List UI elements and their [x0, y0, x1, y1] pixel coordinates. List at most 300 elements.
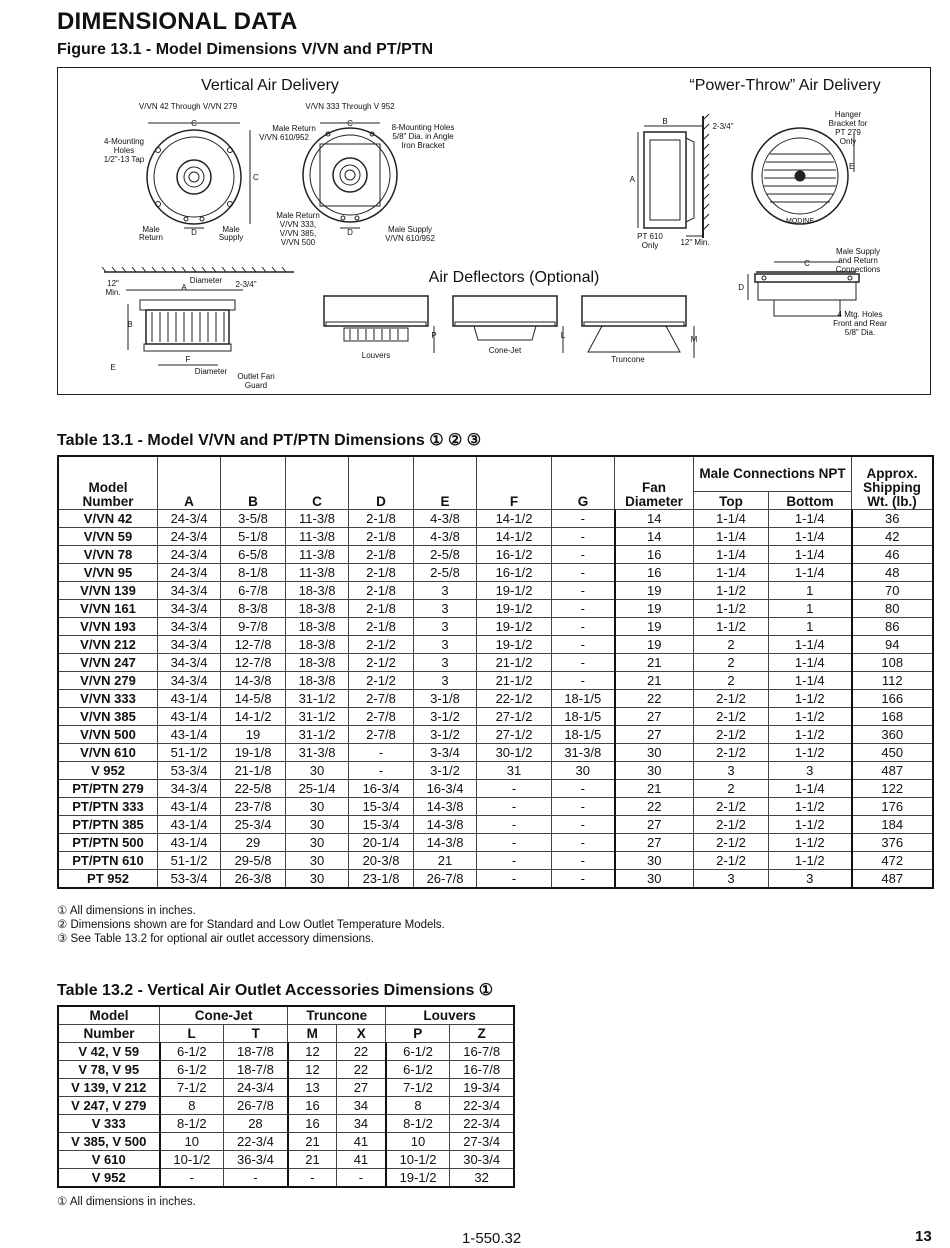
- table-cell: 2-1/8: [349, 528, 414, 546]
- note-2: ② Dimensions shown are for Standard and Low Outlet Temperature Models.: [57, 919, 445, 931]
- table-cell: 122: [852, 780, 934, 798]
- table-cell: 3: [769, 762, 852, 780]
- pt-male-supply-2: and Return: [838, 256, 878, 265]
- table-cell: 1-1/4: [769, 546, 852, 564]
- table-cell: 3-1/2: [414, 762, 477, 780]
- louvers-label: Louvers: [361, 351, 391, 360]
- table-cell: 26-7/8: [414, 870, 477, 889]
- truncone-label: Truncone: [611, 355, 645, 364]
- table-cell: 1-1/2: [769, 744, 852, 762]
- v2-male-return-b2: V/VN 333,: [279, 220, 317, 229]
- table-cell: 14-3/8: [414, 834, 477, 852]
- mounting-holes-label-2: Holes: [113, 146, 135, 155]
- table-cell: 2-5/8: [414, 546, 477, 564]
- table-cell: 14-3/8: [414, 816, 477, 834]
- table-cell: 3: [414, 654, 477, 672]
- table-13-1-body: [58, 510, 933, 889]
- table-cell: 450: [852, 744, 934, 762]
- table-cell: 27: [615, 726, 694, 744]
- table-cell: 51-1/2: [158, 852, 221, 870]
- table-cell: 11-3/8: [286, 528, 349, 546]
- svg-text:C: C: [191, 119, 197, 128]
- table-cell: 21: [615, 654, 694, 672]
- table-cell: 21: [615, 672, 694, 690]
- model-cell: V/VN 500: [58, 726, 158, 744]
- table-cell: 2: [694, 672, 769, 690]
- table-cell: 19-3/4: [450, 1079, 514, 1097]
- table-cell: 30: [286, 798, 349, 816]
- table-cell: 2-1/2: [694, 726, 769, 744]
- table-cell: 14-5/8: [221, 690, 286, 708]
- table-13-1: [57, 455, 934, 889]
- table-cell: 2-1/8: [349, 582, 414, 600]
- table-row: [58, 546, 933, 564]
- table-row: [58, 1169, 514, 1188]
- table-cell: 30: [286, 816, 349, 834]
- svg-text:D: D: [191, 228, 197, 237]
- table-cell: -: [160, 1169, 224, 1188]
- table-cell: -: [477, 816, 552, 834]
- mounting-holes-label-1: 4-Mounting: [103, 137, 145, 146]
- note-3: ③ See Table 13.2 for optional air outlet accessory dimensions.: [57, 933, 374, 945]
- table-cell: 472: [852, 852, 934, 870]
- table-cell: -: [477, 798, 552, 816]
- outlet-fan-guard-2: Guard: [244, 381, 268, 390]
- table-cell: 80: [852, 600, 934, 618]
- table-cell: 25-1/4: [286, 780, 349, 798]
- side-dim-e: E: [110, 363, 116, 372]
- table-row: [58, 798, 933, 816]
- table-cell: 27: [615, 834, 694, 852]
- dim-p: P: [431, 331, 437, 340]
- table-cell: 16: [615, 564, 694, 582]
- table-cell: 16-1/2: [477, 546, 552, 564]
- table-cell: 360: [852, 726, 934, 744]
- side-min: Min.: [105, 288, 121, 297]
- col-t: T: [224, 1025, 288, 1043]
- vertical-air-heading: Vertical Air Delivery: [201, 77, 339, 94]
- table-cell: 25-3/4: [221, 816, 286, 834]
- table-cell: 18-1/5: [552, 708, 615, 726]
- table-row: [58, 834, 933, 852]
- table-13-2-notes: [57, 1195, 196, 1209]
- table-cell: -: [552, 780, 615, 798]
- table-cell: -: [552, 582, 615, 600]
- table-cell: 18-7/8: [224, 1043, 288, 1061]
- table-row: [58, 852, 933, 870]
- col-c: C: [286, 456, 349, 510]
- table-cell: 24-3/4: [158, 528, 221, 546]
- table-cell: 43-1/4: [158, 816, 221, 834]
- table-cell: 11-3/8: [286, 546, 349, 564]
- v2-male-return-b3: V/VN 385,: [279, 229, 317, 238]
- table-cell: -: [349, 744, 414, 762]
- model-cell: PT/PTN 333: [58, 798, 158, 816]
- table-cell: 1-1/4: [769, 672, 852, 690]
- col-l: L: [160, 1025, 224, 1043]
- table-cell: 86: [852, 618, 934, 636]
- table-row: [58, 636, 933, 654]
- table-cell: 14-1/2: [477, 528, 552, 546]
- table-cell: 1-1/4: [694, 546, 769, 564]
- table-cell: 3-1/2: [414, 708, 477, 726]
- table-cell: 4-3/8: [414, 528, 477, 546]
- table-cell: 43-1/4: [158, 834, 221, 852]
- table-cell: 1-1/4: [694, 528, 769, 546]
- powerthrow-heading: “Power-Throw” Air Delivery: [689, 77, 881, 94]
- table-cell: 6-1/2: [160, 1043, 224, 1061]
- table-cell: 19: [615, 600, 694, 618]
- table-cell: 27-1/2: [477, 708, 552, 726]
- hanger-label-4: Only: [839, 137, 857, 146]
- table-cell: 3: [414, 582, 477, 600]
- table-cell: 5-1/8: [221, 528, 286, 546]
- table-cell: -: [552, 600, 615, 618]
- table-cell: 8-1/2: [160, 1115, 224, 1133]
- table-row: [58, 618, 933, 636]
- table-cell: 1-1/2: [769, 708, 852, 726]
- table-cell: -: [552, 528, 615, 546]
- table-cell: 376: [852, 834, 934, 852]
- table-cell: 12-7/8: [221, 636, 286, 654]
- table-cell: -: [552, 672, 615, 690]
- hanger-label-2: Bracket for: [828, 119, 868, 128]
- col-model-number: Model Number: [58, 456, 158, 510]
- table-row: [58, 654, 933, 672]
- table-row: [58, 744, 933, 762]
- note-1: ① All dimensions in inches.: [57, 1196, 196, 1208]
- table-cell: 3-3/4: [414, 744, 477, 762]
- pt610-label-2: Only: [641, 241, 659, 250]
- table-cell: -: [477, 852, 552, 870]
- table-cell: 2-1/8: [349, 564, 414, 582]
- table-cell: 14: [615, 510, 694, 528]
- table-cell: 18-3/8: [286, 636, 349, 654]
- col-bottom: Bottom: [769, 492, 852, 510]
- model-cell: V/VN 139: [58, 582, 158, 600]
- table-cell: 3: [414, 636, 477, 654]
- table-cell: 18-3/8: [286, 582, 349, 600]
- pt-mtg-holes-2: Front and Rear: [833, 319, 887, 328]
- table-cell: 30: [615, 852, 694, 870]
- table-cell: 3-5/8: [221, 510, 286, 528]
- table-cell: 43-1/4: [158, 798, 221, 816]
- table-cell: 112: [852, 672, 934, 690]
- table-cell: 487: [852, 762, 934, 780]
- hanger-label-3: PT 279: [835, 128, 861, 137]
- table-row: [58, 690, 933, 708]
- side-dim-f: F: [185, 355, 191, 364]
- table-row: [58, 1133, 514, 1151]
- table-cell: 14-3/8: [414, 798, 477, 816]
- table-cell: 70: [852, 582, 934, 600]
- table-cell: 2-1/8: [349, 618, 414, 636]
- table-cell: 1-1/2: [769, 690, 852, 708]
- table-cell: 30-3/4: [450, 1151, 514, 1169]
- table-cell: 53-3/4: [158, 762, 221, 780]
- table-cell: -: [477, 834, 552, 852]
- table-cell: -: [552, 816, 615, 834]
- table-cell: 26-7/8: [224, 1097, 288, 1115]
- table-cell: 2-1/2: [349, 654, 414, 672]
- table-cell: 51-1/2: [158, 744, 221, 762]
- table-cell: 16-1/2: [477, 564, 552, 582]
- table-row: [58, 672, 933, 690]
- table-cell: 30: [552, 762, 615, 780]
- model-cell: V 952: [58, 762, 158, 780]
- table-cell: 166: [852, 690, 934, 708]
- table-row: [58, 510, 933, 528]
- table-cell: 36-3/4: [224, 1151, 288, 1169]
- table-cell: 19-1/8: [221, 744, 286, 762]
- model-cell: V/VN 193: [58, 618, 158, 636]
- table-cell: -: [224, 1169, 288, 1188]
- table-cell: 8: [160, 1097, 224, 1115]
- model-cell: V/VN 385: [58, 708, 158, 726]
- table-cell: 41: [337, 1151, 386, 1169]
- table-cell: 11-3/8: [286, 510, 349, 528]
- table-cell: 21-1/2: [477, 672, 552, 690]
- v2-male-return-b4: V/VN 500: [280, 238, 316, 247]
- pt-male-supply-1: Male Supply: [835, 247, 881, 256]
- v2-male-return-1: Male Return: [272, 124, 316, 133]
- table-cell: 3: [694, 870, 769, 889]
- hanger-label-1: Hanger: [834, 110, 862, 119]
- table-cell: 22: [615, 690, 694, 708]
- document-number: 1-550.32: [462, 1230, 522, 1247]
- table-row: [58, 528, 933, 546]
- table-cell: 15-3/4: [349, 816, 414, 834]
- table-cell: 2-1/8: [349, 546, 414, 564]
- table-cell: 18-3/8: [286, 672, 349, 690]
- table-cell: -: [288, 1169, 337, 1188]
- col-top: Top: [694, 492, 769, 510]
- svg-text:C: C: [347, 119, 353, 128]
- table-cell: 46: [852, 546, 934, 564]
- table-cell: 10-1/2: [386, 1151, 450, 1169]
- table-cell: 34: [337, 1115, 386, 1133]
- table-cell: 43-1/4: [158, 708, 221, 726]
- table-cell: 18-1/5: [552, 726, 615, 744]
- table-cell: 1: [769, 600, 852, 618]
- table-cell: 6-7/8: [221, 582, 286, 600]
- col-m: M: [288, 1025, 337, 1043]
- table-cell: 2: [694, 780, 769, 798]
- table-cell: -: [552, 798, 615, 816]
- male-return-label-b: Return: [138, 233, 164, 242]
- table-cell: -: [552, 546, 615, 564]
- col-louvers: Louvers: [386, 1006, 514, 1025]
- table-cell: 1-1/2: [769, 726, 852, 744]
- table-cell: 10-1/2: [160, 1151, 224, 1169]
- table-cell: 53-3/4: [158, 870, 221, 889]
- table-cell: 30: [286, 834, 349, 852]
- table-row: [58, 600, 933, 618]
- table-cell: 21-1/2: [477, 654, 552, 672]
- table-cell: 1-1/2: [769, 834, 852, 852]
- table-cell: 34-3/4: [158, 654, 221, 672]
- table-13-1-notes: [57, 904, 445, 946]
- model-cell: V/VN 42: [58, 510, 158, 528]
- table-cell: 12: [288, 1061, 337, 1079]
- model-cell: V 247, V 279: [58, 1097, 160, 1115]
- model-cell: V 78, V 95: [58, 1061, 160, 1079]
- table-row: [58, 816, 933, 834]
- pt-dim-234: 2-3/4": [712, 122, 734, 131]
- pt-male-supply-3: Connections: [835, 265, 881, 274]
- table-cell: 32: [450, 1169, 514, 1188]
- table-cell: 14-1/2: [477, 510, 552, 528]
- table-cell: -: [552, 870, 615, 889]
- v2-male-supply-1: Male Supply: [387, 225, 433, 234]
- table-cell: 29-5/8: [221, 852, 286, 870]
- table-cell: 16-7/8: [450, 1043, 514, 1061]
- table-cell: 34: [337, 1097, 386, 1115]
- figure-caption: Figure 13.1 - Model Dimensions V/VN and PT/PTN: [57, 41, 434, 58]
- table-cell: 19: [615, 618, 694, 636]
- table-cell: 29: [221, 834, 286, 852]
- table-cell: 22-1/2: [477, 690, 552, 708]
- table-cell: 31: [477, 762, 552, 780]
- table-cell: 30: [615, 762, 694, 780]
- table-cell: 14: [615, 528, 694, 546]
- table-cell: 31-3/8: [286, 744, 349, 762]
- table-cell: 23-1/8: [349, 870, 414, 889]
- model-cell: V 952: [58, 1169, 160, 1188]
- table-cell: -: [552, 852, 615, 870]
- table-cell: 2-5/8: [414, 564, 477, 582]
- col-d: D: [349, 456, 414, 510]
- table-cell: 12: [288, 1043, 337, 1061]
- table-cell: 3-1/2: [414, 726, 477, 744]
- table-cell: 22: [615, 798, 694, 816]
- model-cell: V/VN 59: [58, 528, 158, 546]
- table-cell: 19-1/2: [386, 1169, 450, 1188]
- table-cell: 8-1/8: [221, 564, 286, 582]
- table-cell: 27-1/2: [477, 726, 552, 744]
- table-cell: 31-1/2: [286, 690, 349, 708]
- v1-title: V/VN 42 Through V/VN 279: [138, 102, 238, 111]
- col-z: Z: [450, 1025, 514, 1043]
- table-cell: 108: [852, 654, 934, 672]
- table-cell: 2-1/2: [349, 636, 414, 654]
- model-cell: V 385, V 500: [58, 1133, 160, 1151]
- pt-dim-c: C: [804, 259, 810, 268]
- table-cell: 18-3/8: [286, 654, 349, 672]
- side-dim-b: B: [127, 320, 133, 329]
- table-13-2-caption: Table 13.2 - Vertical Air Outlet Accessories Dimensions ①: [57, 982, 494, 999]
- table-cell: 19-1/2: [477, 582, 552, 600]
- table-cell: 13: [288, 1079, 337, 1097]
- table-cell: 8: [386, 1097, 450, 1115]
- dim-l: L: [560, 331, 566, 340]
- table-cell: 3: [414, 618, 477, 636]
- col-g: G: [552, 456, 615, 510]
- model-cell: PT/PTN 500: [58, 834, 158, 852]
- table-cell: 6-1/2: [160, 1061, 224, 1079]
- table-cell: 6-1/2: [386, 1061, 450, 1079]
- col-a: A: [158, 456, 221, 510]
- powerthrow-front-drawing: [752, 128, 857, 224]
- table-cell: 6-5/8: [221, 546, 286, 564]
- table-cell: 2-1/2: [694, 798, 769, 816]
- table-cell: 487: [852, 870, 934, 889]
- table-cell: 16-3/4: [349, 780, 414, 798]
- table-cell: 7-1/2: [160, 1079, 224, 1097]
- svg-text:C: C: [253, 173, 259, 182]
- table-cell: 1-1/4: [769, 636, 852, 654]
- col-number: Number: [58, 1025, 160, 1043]
- table-cell: 1-1/4: [769, 510, 852, 528]
- table-row: [58, 708, 933, 726]
- table-cell: -: [349, 762, 414, 780]
- table-cell: 22-5/8: [221, 780, 286, 798]
- table-cell: 19: [221, 726, 286, 744]
- table-cell: 11-3/8: [286, 564, 349, 582]
- table-cell: 8-3/8: [221, 600, 286, 618]
- v1-top-view-drawing: [147, 119, 259, 237]
- table-cell: 27: [615, 708, 694, 726]
- table-cell: 30: [286, 762, 349, 780]
- pt-mtg-holes-1: 4 Mtg. Holes: [837, 310, 883, 319]
- table-cell: 6-1/2: [386, 1043, 450, 1061]
- table-cell: 1-1/2: [769, 816, 852, 834]
- table-cell: 34-3/4: [158, 636, 221, 654]
- svg-text:D: D: [347, 228, 353, 237]
- table-cell: 27: [337, 1079, 386, 1097]
- side-diameter-top: Diameter: [189, 276, 223, 285]
- table-row: [58, 1151, 514, 1169]
- pt-dim-d: D: [738, 283, 744, 292]
- table-cell: 30: [286, 852, 349, 870]
- table-cell: 24-3/4: [158, 546, 221, 564]
- table-cell: 2-1/2: [349, 672, 414, 690]
- table-row: [58, 1097, 514, 1115]
- note-1: ① All dimensions in inches.: [57, 905, 196, 917]
- table-cell: 7-1/2: [386, 1079, 450, 1097]
- v2-mounting-holes-2: 5/8" Dia. in Angle: [392, 132, 454, 141]
- table-cell: 21: [414, 852, 477, 870]
- pt-dim-b: B: [662, 117, 668, 126]
- table-cell: 31-1/2: [286, 708, 349, 726]
- table-cell: 24-3/4: [158, 564, 221, 582]
- table-cell: 1-1/4: [694, 564, 769, 582]
- table-row: [58, 762, 933, 780]
- conejet-label: Cone-Jet: [488, 346, 522, 355]
- table-cell: 3: [414, 672, 477, 690]
- pt610-label-1: PT 610: [637, 232, 663, 241]
- model-cell: V/VN 247: [58, 654, 158, 672]
- table-cell: 16-7/8: [450, 1061, 514, 1079]
- model-cell: V 333: [58, 1115, 160, 1133]
- table-cell: 2: [694, 636, 769, 654]
- table-13-1-caption: Table 13.1 - Model V/VN and PT/PTN Dimensions ① ② ③: [57, 432, 482, 449]
- table-cell: 1-1/4: [769, 654, 852, 672]
- table-cell: 19-1/2: [477, 600, 552, 618]
- table-cell: 16: [288, 1115, 337, 1133]
- table-cell: 1-1/2: [694, 600, 769, 618]
- table-cell: 1: [769, 618, 852, 636]
- table-cell: 30-1/2: [477, 744, 552, 762]
- v2-male-return-b1: Male Return: [276, 211, 320, 220]
- col-conejet: Cone-Jet: [160, 1006, 288, 1025]
- table-cell: 34-3/4: [158, 600, 221, 618]
- table-row: [58, 780, 933, 798]
- v2-title: V/VN 333 Through V 952: [305, 102, 395, 111]
- table-cell: 1-1/2: [694, 618, 769, 636]
- table-cell: -: [552, 618, 615, 636]
- table-cell: 21-1/8: [221, 762, 286, 780]
